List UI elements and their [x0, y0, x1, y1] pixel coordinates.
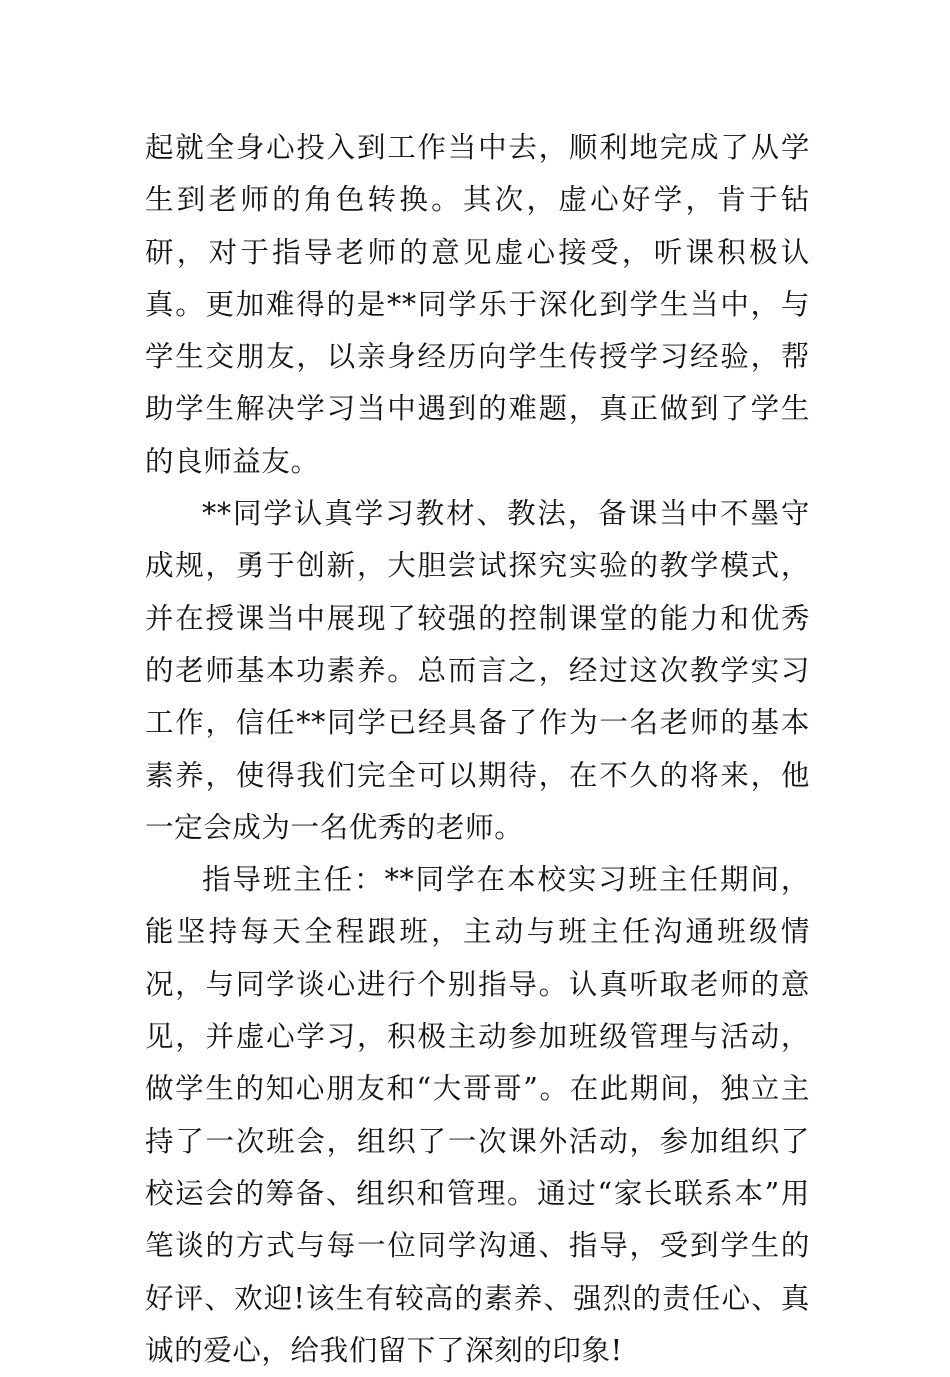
- paragraph-class-teacher-evaluation: 指导班主任：**同学在本校实习班主任期间，能坚持每天全程跟班，主动与班主任沟通班级情况，与同学谈心进行个别指导。认真听取老师的意见，并虚心学习，积极主动参加班级管理与活动，做学生的知心朋友和“大哥哥”。在此期间，独立主持了一次班会，组织了一次课外活动，参加组织了校运会的筹备、组织和管理。通过“家长联系本”用笔谈的方式与每一位同学沟通、指导，受到学生的好评、欢迎!该生有较高的素养、强烈的责任心、真诚的爱心，给我们留下了深刻的印象!: [145, 863, 810, 1367]
- paragraph-continued: 起就全身心投入到工作当中去，顺利地完成了从学生到老师的角色转换。其次，虚心好学，肯于钻研，对于指导老师的意见虚心接受，听课积极认真。更加难得的是**同学乐于深化到学生当中，与学生交朋友，以亲身经历向学生传授学习经验，帮助学生解决学习当中遇到的难题，真正做到了学生的良师益友。: [145, 131, 810, 478]
- paragraph-teaching-evaluation: **同学认真学习教材、教法，备课当中不墨守成规，勇于创新，大胆尝试探究实验的教学模式，并在授课当中展现了较强的控制课堂的能力和优秀的老师基本功素养。总而言之，经过这次教学实习工作，信任**同学已经具备了作为一名老师的基本素养，使得我们完全可以期待，在不久的将来，他一定会成为一名优秀的老师。: [145, 497, 810, 844]
- document-body: [145, 122, 810, 1377]
